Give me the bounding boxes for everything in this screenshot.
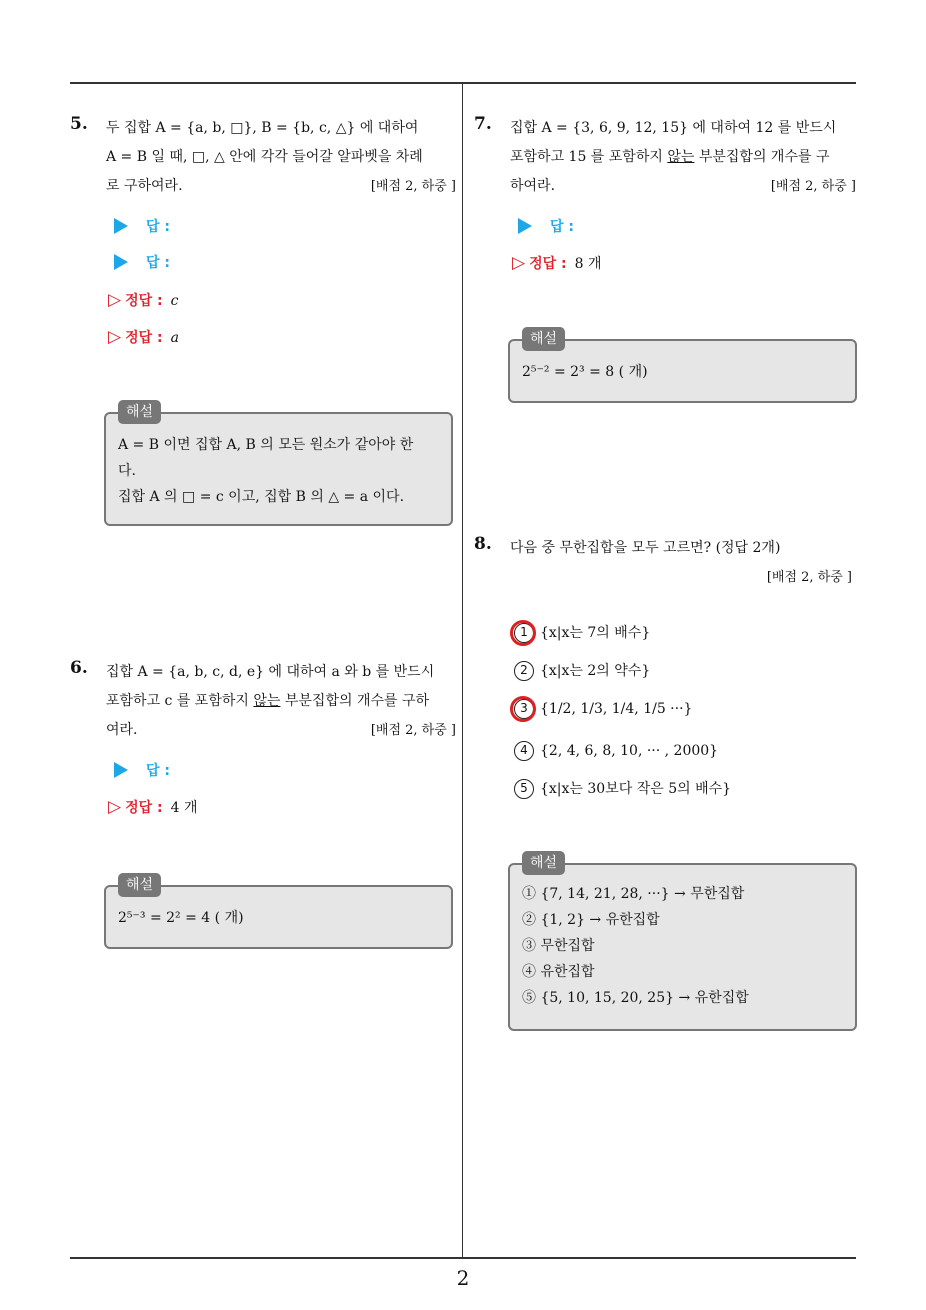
problem-7 bbox=[474, 114, 856, 273]
triangle-outline-icon: ▷ bbox=[512, 253, 526, 273]
choice-number: 5 bbox=[514, 779, 534, 799]
solution-line: ④ 유한집합 bbox=[522, 964, 595, 980]
problem-text bbox=[510, 114, 856, 201]
choice-number: 1 bbox=[514, 623, 534, 643]
choice-text: {1/2, 1/3, 1/4, 1/5 ···} bbox=[540, 701, 693, 717]
triangle-filled-icon bbox=[114, 254, 128, 270]
solution-body bbox=[522, 881, 845, 1011]
choice-text: {x|x는 30보다 작은 5의 배수} bbox=[540, 781, 732, 797]
problem-line: 다음 중 무한집합을 모두 고르면? (정답 2개) bbox=[510, 540, 781, 556]
triangle-filled-icon bbox=[518, 218, 532, 234]
solution-line: 집합 A 의 □ = c 이고, 집합 B 의 △ = a 이다. bbox=[118, 489, 405, 505]
problem-text bbox=[106, 658, 456, 745]
triangle-filled-icon bbox=[114, 218, 128, 234]
choice-text: {x|x는 7의 배수} bbox=[540, 625, 651, 641]
points-label: [배점 2, 하중 ] bbox=[370, 179, 456, 194]
problem-line: 여라. bbox=[106, 722, 138, 738]
answer-label: 답 : bbox=[550, 219, 574, 235]
solution-box bbox=[104, 404, 453, 526]
correct-choice-circle-icon bbox=[510, 620, 536, 646]
solution-line: 다. bbox=[118, 463, 136, 479]
problem-line: 집합 A = {a, b, c, d, e} 에 대하여 a 와 b 를 반드시 bbox=[106, 664, 435, 680]
problem-line: A = B 일 때, □, △ 안에 각각 들어갈 알파벳을 차례 bbox=[106, 149, 423, 165]
correct-answer-value: a bbox=[170, 330, 179, 346]
choice-item bbox=[514, 774, 731, 804]
correct-label: 정답 : bbox=[529, 256, 567, 272]
problem-text bbox=[510, 534, 852, 592]
problem-number: 6. bbox=[70, 658, 88, 678]
answer-label: 답 : bbox=[146, 255, 170, 271]
triangle-outline-icon: ▷ bbox=[108, 290, 122, 310]
solution-tab: 해설 bbox=[522, 851, 565, 875]
correct-label: 정답 : bbox=[125, 293, 163, 309]
correct-label: 정답 : bbox=[125, 800, 163, 816]
problem-6 bbox=[70, 658, 456, 817]
answer-label: 답 : bbox=[146, 763, 170, 779]
triangle-outline-icon: ▷ bbox=[108, 797, 122, 817]
problem-line: 두 집합 A = {a, b, □}, B = {b, c, △} 에 대하여 bbox=[106, 120, 419, 136]
choice-number: 4 bbox=[514, 741, 534, 761]
problem-number: 5. bbox=[70, 114, 88, 134]
solution-line: ③ 무한집합 bbox=[522, 938, 595, 954]
answer-row bbox=[114, 760, 178, 782]
solution-line: ① {7, 14, 21, 28, ···} → 무한집합 bbox=[522, 886, 745, 902]
top-rule bbox=[70, 82, 856, 84]
column-divider bbox=[462, 84, 463, 1258]
underlined-word: 않는 bbox=[667, 149, 695, 165]
underlined-word: 않는 bbox=[253, 693, 281, 709]
choice-item bbox=[514, 736, 718, 766]
triangle-outline-icon: ▷ bbox=[108, 327, 122, 347]
solution-body bbox=[118, 432, 441, 510]
points-label: [배점 2, 하중 ] bbox=[766, 570, 852, 585]
problem-line bbox=[510, 143, 856, 172]
choice-item bbox=[514, 694, 692, 724]
correct-choice-circle-icon bbox=[510, 696, 536, 722]
problem-line: 집합 A = {3, 6, 9, 12, 15} 에 대하여 12 를 반드시 bbox=[510, 120, 837, 136]
page-number: 2 bbox=[456, 1266, 470, 1290]
problem-text bbox=[106, 114, 456, 201]
triangle-filled-icon bbox=[114, 762, 128, 778]
problem-number: 7. bbox=[474, 114, 492, 134]
problem-line bbox=[106, 687, 456, 716]
choice-number: 3 bbox=[514, 699, 534, 719]
bottom-rule bbox=[70, 1257, 856, 1259]
correct-answer-value: 4 개 bbox=[170, 800, 198, 816]
text-segment: 부분집합의 개수를 구하 bbox=[280, 693, 430, 709]
solution-line: ⑤ {5, 10, 15, 20, 25} → 유한집합 bbox=[522, 990, 749, 1006]
problem-number: 8. bbox=[474, 534, 492, 554]
problem-line: 하여라. bbox=[510, 178, 556, 194]
solution-line: 2⁵⁻² = 2³ = 8 ( 개) bbox=[522, 364, 648, 380]
correct-answer-row bbox=[108, 796, 198, 818]
correct-answer-row bbox=[108, 326, 179, 348]
solution-line: ② {1, 2} → 유한집합 bbox=[522, 912, 660, 928]
text-segment: 부분집합의 개수를 구 bbox=[694, 149, 830, 165]
problem-line: 로 구하여라. bbox=[106, 178, 183, 194]
choice-text: {x|x는 2의 약수} bbox=[540, 663, 651, 679]
solution-box bbox=[104, 877, 453, 949]
solution-box bbox=[508, 331, 857, 403]
answer-row bbox=[518, 216, 582, 238]
answer-row bbox=[114, 216, 178, 238]
correct-answer-row bbox=[108, 289, 178, 311]
choice-item bbox=[514, 656, 650, 686]
solution-tab: 해설 bbox=[522, 327, 565, 351]
solution-body bbox=[522, 359, 845, 385]
problem-5 bbox=[70, 114, 456, 347]
problem-8 bbox=[474, 534, 852, 797]
solution-line: A = B 이면 집합 A, B 의 모든 원소가 같아야 한 bbox=[118, 437, 414, 453]
answer-row bbox=[114, 252, 178, 274]
choice-text: {2, 4, 6, 8, 10, ··· , 2000} bbox=[540, 743, 719, 759]
correct-answer-value: 8 개 bbox=[574, 256, 602, 272]
solution-box bbox=[508, 855, 857, 1031]
correct-answer-value: c bbox=[170, 293, 179, 309]
choice-number: 2 bbox=[514, 661, 534, 681]
points-label: [배점 2, 하중 ] bbox=[770, 179, 856, 194]
solution-tab: 해설 bbox=[118, 400, 161, 424]
text-segment: 포함하고 c 를 포함하지 bbox=[106, 693, 254, 709]
solution-body bbox=[118, 905, 441, 931]
text-segment: 포함하고 15 를 포함하지 bbox=[510, 149, 668, 165]
correct-answer-row bbox=[512, 252, 602, 274]
points-label: [배점 2, 하중 ] bbox=[370, 723, 456, 738]
solution-line: 2⁵⁻³ = 2² = 4 ( 개) bbox=[118, 910, 244, 926]
solution-tab: 해설 bbox=[118, 873, 161, 897]
correct-label: 정답 : bbox=[125, 330, 163, 346]
answer-label: 답 : bbox=[146, 219, 170, 235]
